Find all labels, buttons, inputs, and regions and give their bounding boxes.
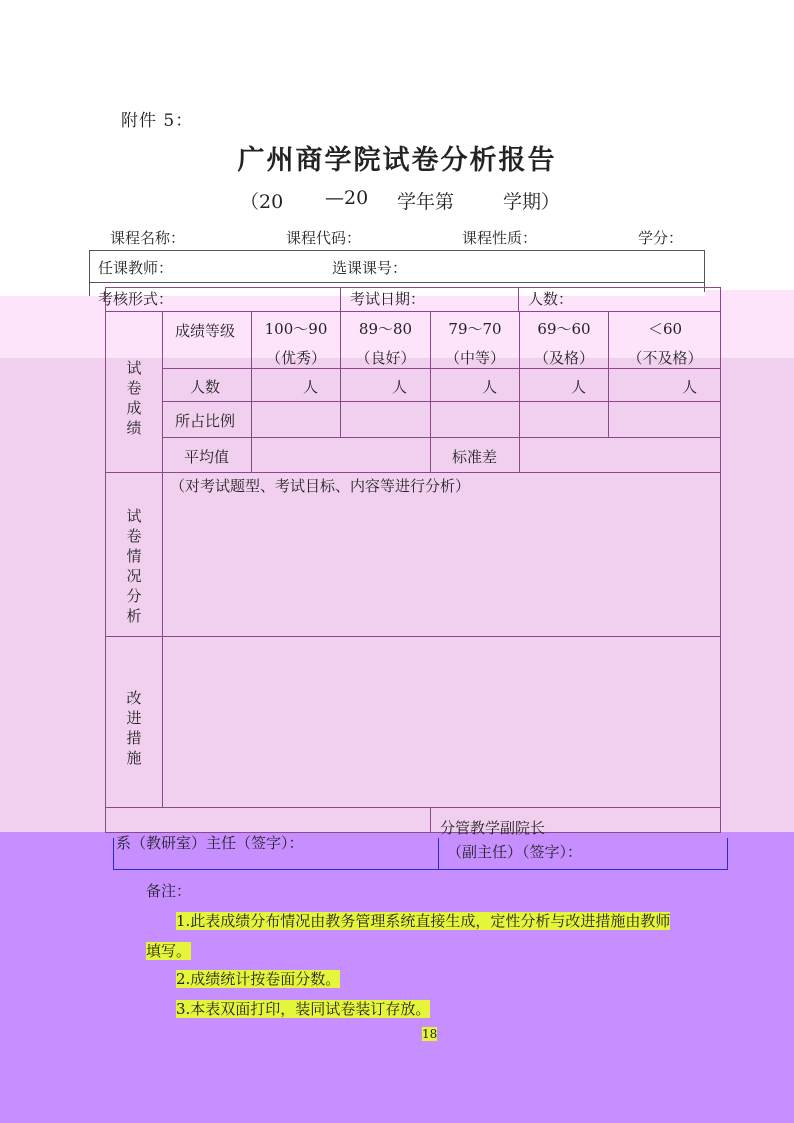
teacher-label: 任课教师： [98, 259, 174, 277]
course-name-label: 课程名称： [110, 229, 186, 247]
attachment-label: 附件 5： [121, 111, 194, 131]
exam-form-label: 考核形式： [98, 290, 174, 308]
level-5 [609, 318, 721, 368]
term-dash: —20 [325, 187, 369, 209]
dean-label-line1: 分管教学副院长 [440, 819, 546, 837]
exam-date-label: 考试日期： [350, 290, 426, 308]
count-unit-3: 人 [482, 378, 498, 396]
level-3-range: 79～70 [448, 320, 502, 338]
highlight-band-bottom [0, 832, 794, 1123]
level-2-range: 89～80 [358, 320, 413, 338]
level-3-name: （中等） [444, 349, 505, 367]
count-row-label: 人数 [190, 378, 221, 396]
level-5-name: （不及格） [627, 349, 703, 367]
term-year: 学年第 [397, 191, 455, 213]
notes-title: 备注： [146, 882, 192, 900]
std-label: 标准差 [452, 448, 498, 466]
level-2-name: （良好） [355, 349, 416, 367]
note-1: 1.此表成绩分布情况由教务管理系统直接生成，定性分析与改进措施由教师 [176, 912, 671, 930]
dean-label-line2: （副主任）（签字）： [447, 843, 583, 861]
page-title: 广州商学院试卷分析报告 [237, 145, 557, 176]
count-unit-5: 人 [682, 378, 698, 396]
level-4 [520, 318, 608, 368]
dept-signature-label: 系（教研室）主任（签字）： [116, 834, 304, 852]
course-nature-label: 课程性质： [462, 229, 538, 247]
term-open: （20 [240, 191, 284, 213]
level-5-range: ＜60 [647, 320, 683, 338]
level-1 [252, 318, 340, 368]
note-3: 3.本表双面打印，装同试卷装订存放。 [176, 1000, 431, 1018]
note-2: 2.成绩统计按卷面分数。 [176, 970, 341, 988]
count-unit-4: 人 [571, 378, 587, 396]
level-1-range: 100～90 [264, 320, 328, 338]
term-semester: 学期） [503, 191, 561, 213]
analysis-hint: （对考试题型、考试目标、内容等进行分析） [170, 477, 471, 495]
level-label: 成绩等级 [175, 322, 236, 340]
level-4-name: （及格） [533, 349, 594, 367]
improve-section-label: 改进措施 [126, 689, 142, 767]
grades-section-label: 试卷成绩 [126, 359, 142, 437]
level-2 [341, 318, 430, 368]
count-unit-1: 人 [303, 378, 319, 396]
note-1-cont: 填写。 [146, 942, 192, 960]
count-label: 人数： [528, 290, 574, 308]
count-unit-2: 人 [392, 378, 408, 396]
course-number-label: 选课课号： [332, 259, 408, 277]
course-code-label: 课程代码： [286, 229, 362, 247]
level-4-range: 69～60 [537, 320, 591, 338]
credits-label: 学分： [638, 229, 684, 247]
ratio-row-label: 所占比例 [175, 412, 236, 430]
level-1-name: （优秀） [265, 349, 326, 367]
level-3 [431, 318, 519, 368]
page-number: 18 [422, 1027, 438, 1041]
mean-label: 平均值 [184, 448, 230, 466]
analysis-section-label: 试卷情况分析 [126, 507, 142, 625]
